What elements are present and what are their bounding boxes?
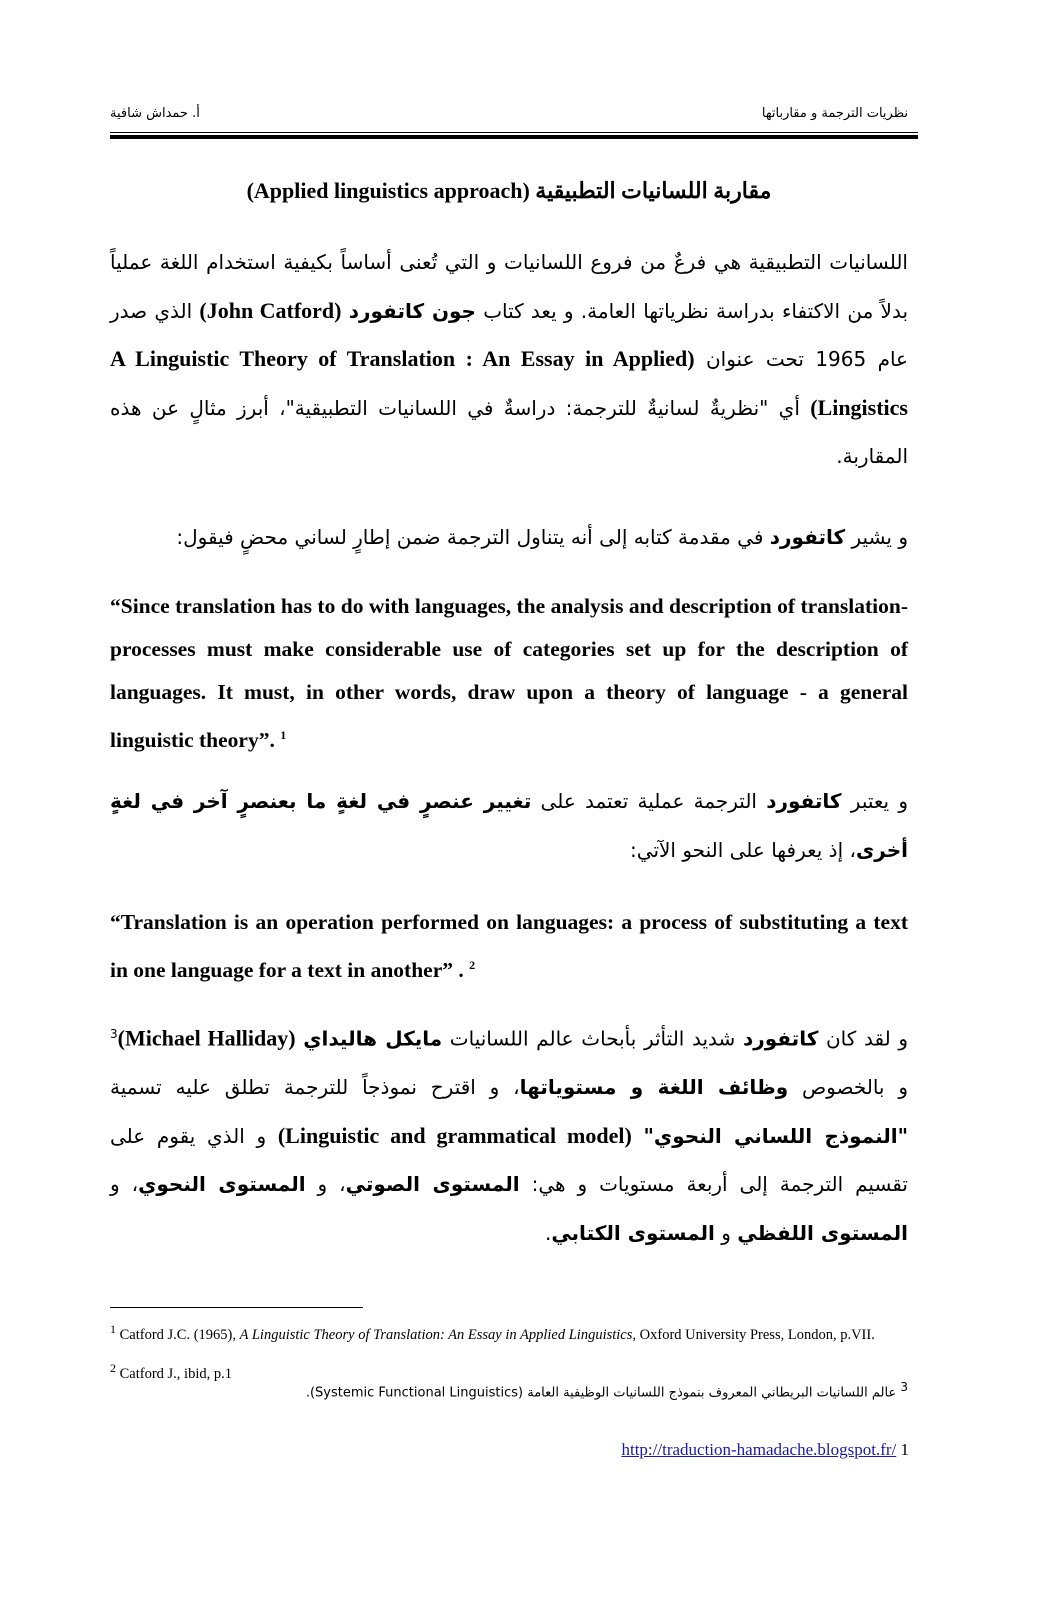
bold-text: المستوى الصوتي xyxy=(345,1172,520,1197)
header-author: أ. حمداش شافية xyxy=(110,106,200,121)
footnote-ref: 3 xyxy=(110,1027,118,1041)
header-rule-thick xyxy=(110,135,918,139)
text: و xyxy=(714,1220,738,1245)
text: في مقدمة كتابه إلى أنه يتناول الترجمة ضمن إطارٍ لساني محضٍ فيقول: xyxy=(176,525,770,549)
bold-text: وظائف اللغة و مستوياتها xyxy=(519,1075,789,1100)
header-rule-thin xyxy=(110,132,918,133)
section-title-ar: مقاربة اللسانيات التطبيقية xyxy=(535,178,772,203)
quote-1 xyxy=(110,585,908,762)
page-footer xyxy=(621,1440,909,1460)
bold-text: تغيير عنصرٍ في لغةٍ ما بعنصرٍ آخر في لغةٍ أخرى xyxy=(110,789,908,862)
bold-text: المستوى النحوي xyxy=(138,1172,306,1197)
bold-text: مايكل هاليداي xyxy=(303,1026,443,1051)
blog-link[interactable]: http://traduction-hamadache.blogspot.fr/ xyxy=(621,1440,897,1459)
bold-text: "النموذج اللساني النحوي" xyxy=(643,1123,909,1148)
quote-text: “Translation is an operation performed on languages: a process of substituting a text in one language for a text in another” . xyxy=(110,910,908,983)
text: Catford J., ibid, p.1 xyxy=(119,1365,232,1382)
bold-text: كاتفورد xyxy=(769,525,846,549)
footnote-number: 2 xyxy=(110,1361,116,1375)
paragraph-1 xyxy=(110,238,908,481)
header-course-title: نظريات الترجمة و مقارباتها xyxy=(761,106,908,121)
english-text: (Linguistic and grammatical model) xyxy=(277,1122,632,1148)
text: و لقد كان xyxy=(818,1026,908,1051)
english-text: (John Catford) xyxy=(199,297,342,323)
page-number: 1 xyxy=(900,1440,909,1459)
text: ، و xyxy=(305,1172,346,1197)
text: , Oxford University Press, London, p.VII. xyxy=(632,1326,875,1343)
text: الترجمة عملية تعتمد على xyxy=(531,789,767,813)
quote-text: “Since translation has to do with languages, the analysis and description of translation-processes must make considerable use of categories set up for the description of languages. It must, in other words, draw upon a theory of language - a general linguistic theory”. xyxy=(110,594,908,753)
section-title-en: (Applied linguistics approach) xyxy=(246,178,530,203)
footnote-ref: 2 xyxy=(469,958,476,972)
footnote-ref: 1 xyxy=(280,728,287,742)
paragraph-3 xyxy=(110,777,908,874)
paragraph-2 xyxy=(110,513,908,562)
bold-text: كاتفورد xyxy=(766,789,842,813)
text: شديد التأثر بأبحاث عالم اللسانيات xyxy=(442,1026,743,1051)
bold-text: المستوى اللفظي xyxy=(737,1220,908,1245)
text: و الذي يقوم على تقسيم الترجمة إلى أربعة مستويات و هي: xyxy=(110,1123,908,1197)
footnote-1 xyxy=(110,1320,900,1344)
footnote-separator xyxy=(110,1307,363,1308)
bold-text: جون كاتفورد xyxy=(348,298,476,323)
english-text: (A Linguistic Theory of Translation : An Essay in Applied Lingistics) xyxy=(110,346,908,420)
text: . xyxy=(544,1220,552,1245)
text: عالم اللسانيات البريطاني المعروف بنموذج اللسانيات الوظيفية العامة (Systemic Functional Linguistics). xyxy=(305,1385,897,1401)
text: و يشير xyxy=(845,525,908,549)
footnote-3 xyxy=(110,1380,908,1400)
bold-text: المستوى الكتابي xyxy=(551,1220,715,1245)
text: الذي صدر عام 1965 تحت عنوان xyxy=(110,298,908,371)
quote-2 xyxy=(110,901,908,992)
section-title xyxy=(110,178,908,204)
english-text: (Michael Halliday) xyxy=(117,1025,296,1051)
text: ، إذ يعرفها على النحو الآتي: xyxy=(630,837,856,862)
page-header xyxy=(110,106,908,121)
text: ، و xyxy=(110,1172,139,1197)
footnote-number: 1 xyxy=(110,1322,116,1336)
text: أي "نظريةٌ لسانيةٌ للترجمة: دراسةٌ في اللسانيات التطبيقية"، أبرز مثالٍ عن هذه المقاربة. xyxy=(110,395,908,468)
footnote-number: 3 xyxy=(900,1380,908,1394)
text: ، و اقترح نموذجاً للترجمة تطلق عليه تسمية xyxy=(110,1075,520,1100)
text: اللسانيات التطبيقية هي فرعٌ من فروع اللسانيات و التي تُعنى أساساً بكيفية استخدام اللغة عملياً بدلاً من الاكتفاء بدراسة نظرياتها العامة. و يعد كتاب xyxy=(110,250,909,323)
book-title: A Linguistic Theory of Translation: An Essay in Applied Linguistics xyxy=(239,1326,633,1343)
text: و يعتبر xyxy=(841,789,908,813)
bold-text: كاتفورد xyxy=(742,1026,819,1051)
text: و بالخصوص xyxy=(788,1075,908,1100)
paragraph-4 xyxy=(110,1010,908,1257)
text: Catford J.C. (1965), xyxy=(119,1326,240,1343)
